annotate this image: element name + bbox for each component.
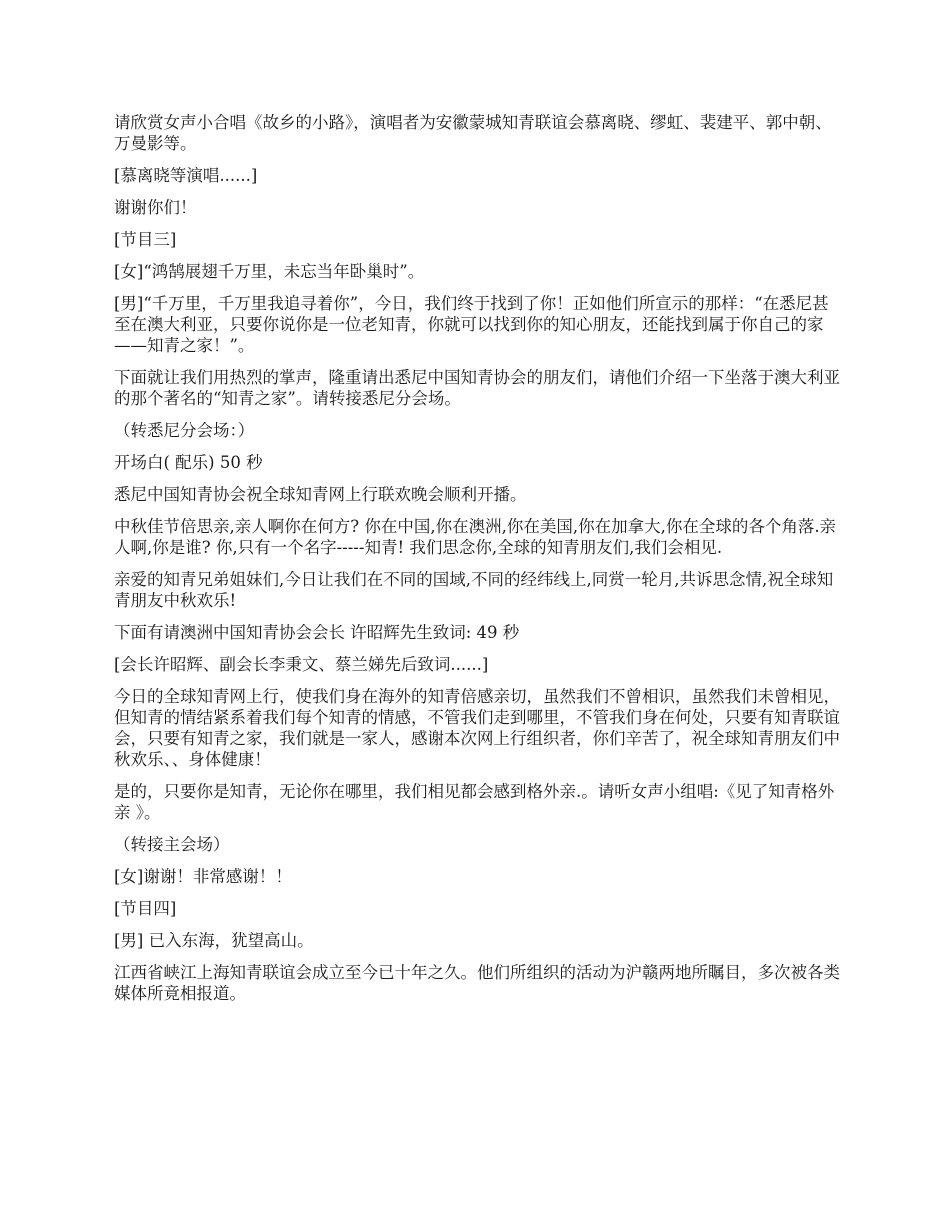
paragraph-switch-sydney: （转悉尼分会场：）: [114, 421, 255, 440]
paragraph-performance-note: [慕离晓等演唱......]: [114, 166, 258, 185]
paragraph-president-speech: 下面有请澳洲中国知青协会会长 许昭辉先生致词: 49 秒: [114, 623, 520, 642]
section-heading-program-three: [节目三]: [114, 230, 177, 249]
paragraph-opening-remarks: 开场白( 配乐) 50 秒: [114, 453, 263, 472]
paragraph-dear-friends: 亲爱的知青兄弟姐妹们,今日让我们在不同的国域,不同的经纬线上,同赏一轮月,共诉思念情,祝全球知青朋友中秋欢乐!: [114, 570, 834, 610]
paragraph-male-east-sea: [男] 已入东海，犹望高山。: [114, 931, 314, 950]
paragraph-switch-main: （转接主会场）: [114, 835, 230, 854]
paragraph-female-thanks: [女]谢谢！非常感谢！！: [114, 867, 292, 886]
section-heading-program-four: [节目四]: [114, 899, 177, 918]
paragraph-jiangxi-association: 江西省峡江上海知青联谊会成立至今已十年之久。他们所组织的活动为沪赣两地所瞩目，多次被各类媒体所竟相报道。: [114, 963, 840, 1003]
paragraph-female-host: [女]“鸿鹄展翅千万里，未忘当年卧巢时”。: [114, 262, 425, 281]
paragraph-mid-autumn: 中秋佳节倍思亲,亲人啊你在何方? 你在中国,你在澳洲,你在美国,你在加拿大,你在全球的各个角落.亲人啊,你是谁? 你,只有一个名字-----知青! 我们思念你,全球的知青朋友们,我们会相见.: [114, 517, 837, 557]
paragraph-male-host: [男]“千万里，千万里我追寻着你”，今日，我们终于找到了你！正如他们所宣示的那样：“在悉尼甚至在澳大利亚，只要你说你是一位老知青，你就可以找到你的知心朋友，还能找到属于你自己的家——知青之家！”。: [114, 294, 829, 355]
paragraph-thanks: 谢谢你们！: [114, 198, 197, 217]
paragraph-sydney-greeting: 悉尼中国知青协会祝全球知青网上行联欢晚会顺利开播。: [114, 485, 527, 504]
paragraph-online-event: 今日的全球知青网上行，使我们身在海外的知青倍感亲切，虽然我们不曾相识，虽然我们未曾相见，但知青的情结紧系着我们每个知青的情感，不管我们走到哪里，不管我们身在何处，只要有知青联谊会，只要有知青之家，我们就是一家人，感谢本次网上行组织者，你们辛苦了，祝全球知青朋友们中秋欢乐、、身体健康！: [114, 687, 840, 769]
paragraph-speech-note: [会长许昭辉、副会长李秉文、蔡兰娣先后致词......]: [114, 655, 489, 674]
paragraph-song-intro: 是的，只要你是知青，无论你在哪里，我们相见都会感到格外亲.。请听女声小组唱:《见了知青格外亲 》。: [114, 782, 835, 822]
document-body: [114, 112, 842, 1015]
paragraph-sydney-intro: 下面就让我们用热烈的掌声，隆重请出悉尼中国知青协会的朋友们，请他们介绍一下坐落于澳大利亚的那个著名的“知青之家”。请转接悉尼分会场。: [114, 368, 840, 408]
paragraph-intro-song: 请欣赏女声小合唱《故乡的小路》，演唱者为安徽蒙城知青联谊会慕离晓、缪虹、裴建平、郭中朝、万曼影等。: [114, 113, 832, 153]
